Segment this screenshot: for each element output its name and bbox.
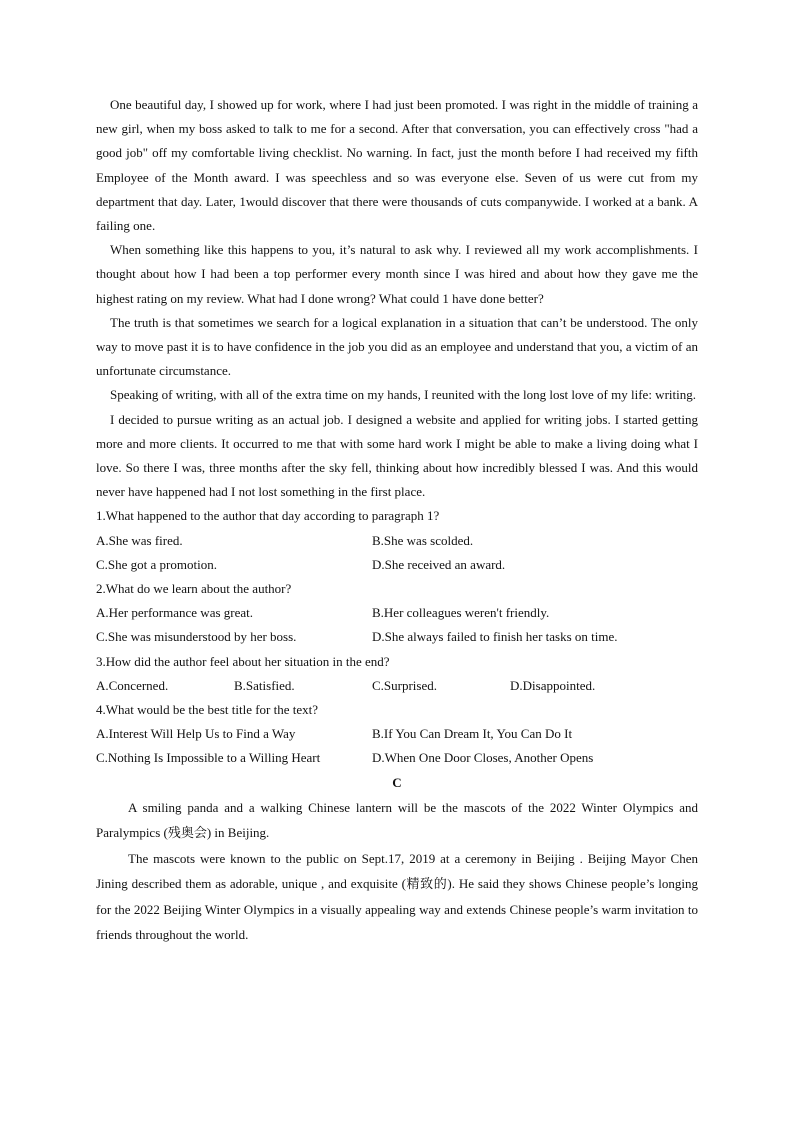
passage-b-paragraph-5: I decided to pursue writing as an actual job. I designed a website and applied for writing jobs. I started getting more and more clients. It occurred to me that with some hard work I might be able to make a living doing what I love. So there I was, three months after the sky fell, thinking about how incredibly blessed I was. And this would never have happened had I not lost something in the first place. bbox=[96, 411, 698, 500]
option-d: D.When One Door Closes, Another Opens bbox=[372, 750, 594, 766]
option-b: B.Satisfied. bbox=[234, 677, 295, 693]
options-row bbox=[96, 529, 698, 553]
passage-c-paragraph-2: The mascots were known to the public on Sept.17, 2019 at a ceremony in Beijing . Beijing Mayor Chen Jining described them as adorable, unique , and exquisite (精致的). He said they shows Chinese people’s longing for the 2022 Beijing Winter Olympics in a visually appealing way and extends Chinese people’s warm invitation to friends throughout the world. bbox=[96, 850, 698, 943]
document-content bbox=[96, 93, 698, 948]
option-b: B.She was scolded. bbox=[372, 532, 474, 548]
option-a: A.Interest Will Help Us to Find a Way bbox=[96, 726, 296, 742]
passage-b-paragraph-1: One beautiful day, I showed up for work, where I had just been promoted. I was right in the middle of training a new girl, when my boss asked to talk to me for a second. After that conversation, you can effectively cross "had a good job" off my comfortable living checklist. No warning. In fact, just the month before I had received my fifth Employee of the Month award. I was speechless and so was everyone else. Seven of us were cut from my department that day. Later, 1would discover that there were thousands of cuts companywide. I worked at a bank. A failing one. bbox=[96, 97, 698, 234]
option-c: C.She got a promotion. bbox=[96, 556, 217, 572]
option-b: B.Her colleagues weren't friendly. bbox=[372, 605, 550, 621]
option-c: C.Surprised. bbox=[372, 677, 437, 693]
options-row bbox=[96, 601, 698, 625]
option-a: A.Concerned. bbox=[96, 677, 169, 693]
question-stem: 1.What happened to the author that day according to paragraph 1? bbox=[96, 508, 440, 524]
option-c: C.She was misunderstood by her boss. bbox=[96, 629, 297, 645]
option-c: C.Nothing Is Impossible to a Willing Heart bbox=[96, 750, 321, 766]
options-row bbox=[96, 674, 698, 698]
options-row bbox=[96, 722, 698, 746]
question-1 bbox=[96, 504, 698, 577]
options-row bbox=[96, 553, 698, 577]
option-b: B.If You Can Dream It, You Can Do It bbox=[372, 726, 573, 742]
option-a: A.Her performance was great. bbox=[96, 605, 254, 621]
question-2 bbox=[96, 577, 698, 650]
question-3 bbox=[96, 650, 698, 698]
question-stem: 2.What do we learn about the author? bbox=[96, 581, 292, 597]
section-heading-c: C bbox=[392, 774, 402, 790]
option-a: A.She was fired. bbox=[96, 532, 183, 548]
passage-c-paragraph-1: A smiling panda and a walking Chinese lantern will be the mascots of the 2022 Winter Olympics and Paralympics (残奥会) in Beijing. bbox=[96, 799, 698, 841]
options-row bbox=[96, 625, 698, 649]
option-d: D.Disappointed. bbox=[510, 677, 596, 693]
options-row bbox=[96, 746, 698, 770]
option-d: D.She always failed to finish her tasks on time. bbox=[372, 629, 618, 645]
question-stem: 3.How did the author feel about her situation in the end? bbox=[96, 653, 390, 669]
passage-b-paragraph-3: The truth is that sometimes we search for a logical explanation in a situation that can’t be understood. The only way to move past it is to have confidence in the job you did as an employee and understand that you, a victim of an unfortunate circumstance. bbox=[96, 314, 698, 379]
passage-b-paragraph-2: When something like this happens to you, it’s natural to ask why. I reviewed all my work accomplishments. I thought about how I had been a top performer every month since I was hired and about how they gave me the highest rating on my review. What had I done wrong? What could 1 have done better? bbox=[96, 242, 698, 306]
passage-b-paragraph-4: Speaking of writing, with all of the extra time on my hands, I reunited with the long lost love of my life: writing. bbox=[110, 387, 696, 403]
option-d: D.She received an award. bbox=[372, 556, 506, 572]
question-4 bbox=[96, 698, 698, 771]
question-stem: 4.What would be the best title for the text? bbox=[96, 702, 319, 718]
